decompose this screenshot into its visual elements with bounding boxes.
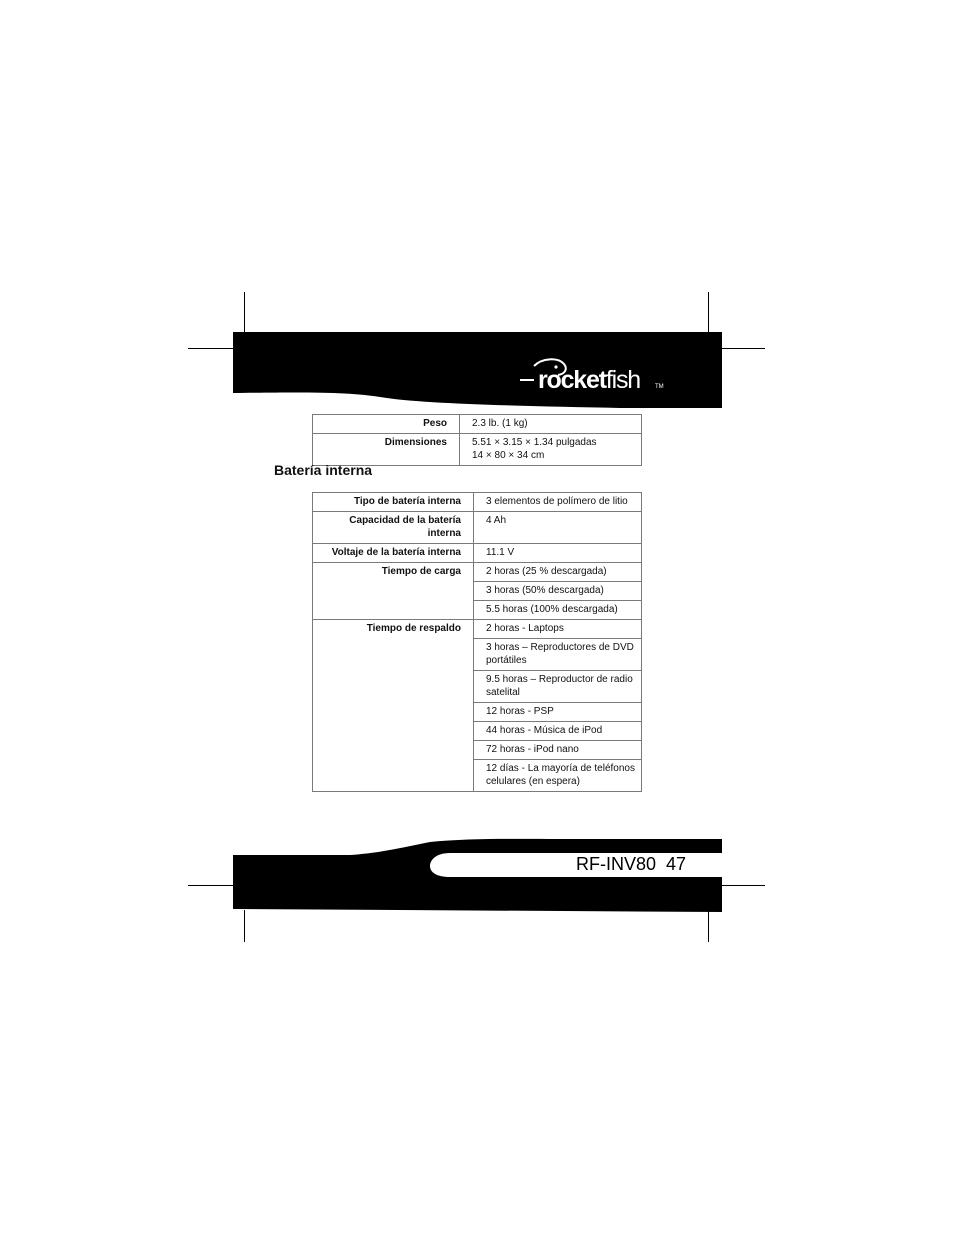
spec-value-line: 2.3 lb. (1 kg) xyxy=(472,418,528,429)
spec-label: Tiempo de carga xyxy=(313,563,474,620)
spec-value: 5.5 horas (100% descargada) xyxy=(474,601,642,620)
spec-label: Tiempo de respaldo xyxy=(313,620,474,792)
spec-value: 4 Ah xyxy=(474,512,642,544)
model-number: RF-INV80 xyxy=(576,854,657,874)
trademark-mark: TM xyxy=(655,384,664,390)
spec-value: 72 horas - iPod nano xyxy=(474,741,642,760)
logo-word-bold: rocket xyxy=(538,366,606,394)
spec-label: Capacidad de la batería interna xyxy=(313,512,474,544)
spec-value-line: 5.51 × 3.15 × 1.34 pulgadas xyxy=(472,437,597,448)
spec-label: Tipo de batería interna xyxy=(313,493,474,512)
spec-value: 2 horas - Laptops xyxy=(474,620,642,639)
spec-value-line: 14 × 80 × 34 cm xyxy=(472,450,545,461)
page-number: 47 xyxy=(666,854,687,874)
spec-value: 12 días - La mayoría de teléfonos celulares (en espera) xyxy=(474,760,642,792)
spec-label: Dimensiones xyxy=(313,434,460,466)
footer-page-label xyxy=(576,853,686,875)
spec-label: Peso xyxy=(313,415,460,434)
spec-value: 11.1 V xyxy=(474,544,642,563)
spec-value: 2 horas (25 % descargada) xyxy=(474,563,642,582)
logo-word-light: fish xyxy=(605,366,640,394)
spec-value: 3 horas (50% descargada) xyxy=(474,582,642,601)
spec-value: 44 horas - Música de iPod xyxy=(474,722,642,741)
spec-value: 3 elementos de polímero de litio xyxy=(474,493,642,512)
spec-value: 3 horas – Reproductores de DVD portátiles xyxy=(474,639,642,671)
spec-value: 12 horas - PSP xyxy=(474,703,642,722)
spec-label: Voltaje de la batería interna xyxy=(313,544,474,563)
section-title: Batería interna xyxy=(274,462,373,478)
spec-value: 9.5 horas – Reproductor de radio satelital xyxy=(474,671,642,703)
